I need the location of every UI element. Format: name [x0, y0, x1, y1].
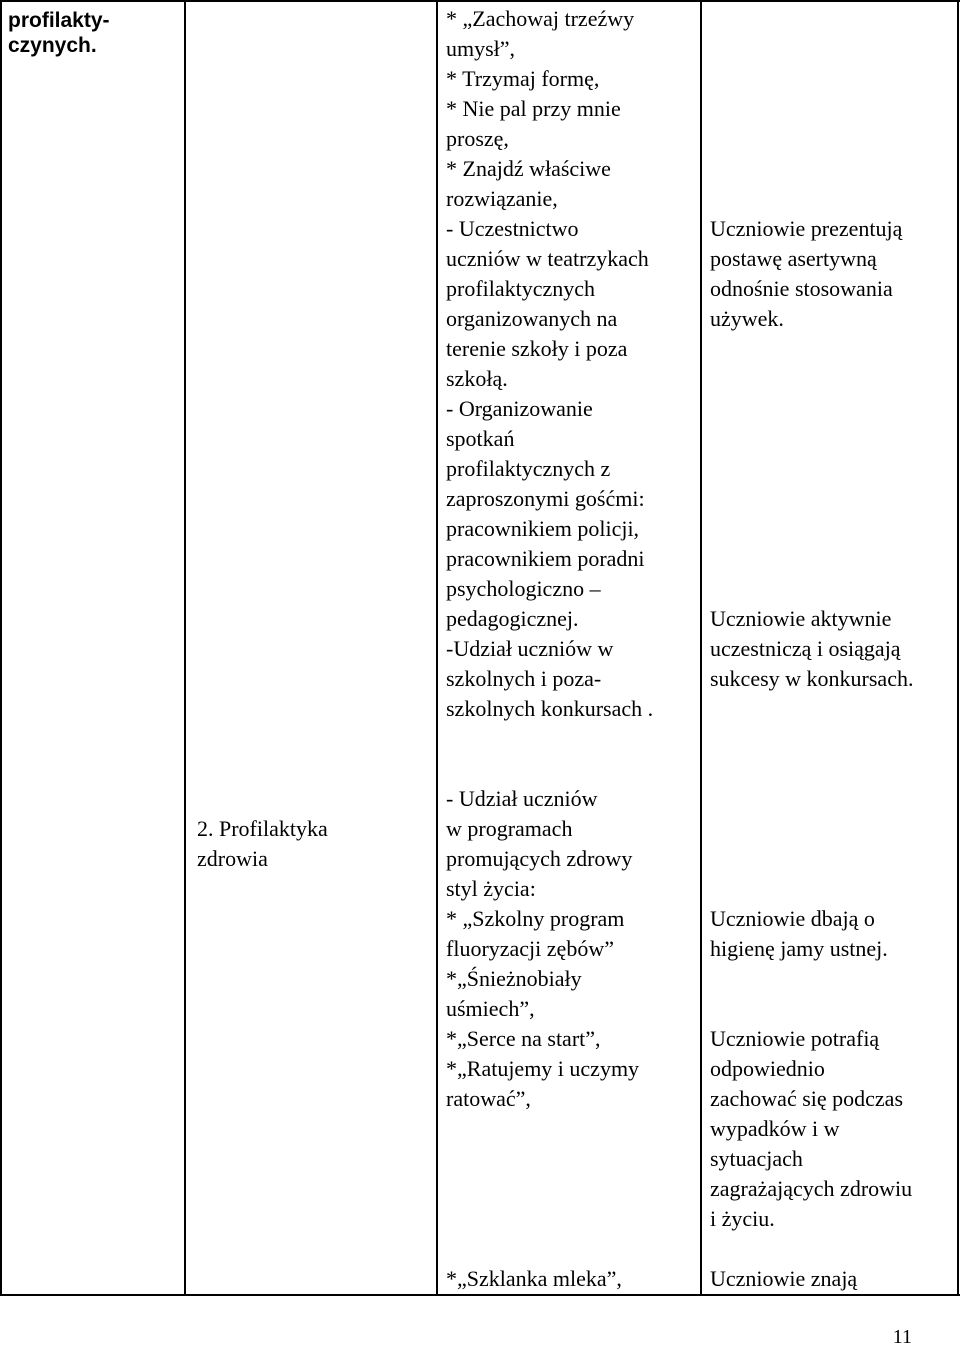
row1-outcome-cell-b: Uczniowie aktywnie uczestniczą i osiągają sukcesy w konkursach. — [710, 606, 914, 691]
table-bottom-border — [0, 1294, 960, 1296]
table-right-border — [957, 0, 959, 1296]
table-top-border — [0, 0, 960, 2]
row2-activities-cell-continued: *„Szklanka mleka”, — [446, 1266, 622, 1291]
row2-outcome-cell-a: Uczniowie dbają o higienę jamy ustnej. — [710, 906, 888, 961]
row1-category-cell: profilakty- czynych. — [8, 9, 110, 57]
row1-outcome-cell-a: Uczniowie prezentują postawę asertywną odnośnie stosowania używek. — [710, 216, 903, 331]
column-divider-1 — [184, 0, 186, 1296]
row2-activities-cell: - Udział uczniów w programach promujących zdrowy styl życia: * „Szkolny program fluoryzacji zębów” *„Śnieżnobiały uśmiech”, *„Serce na start”, *„Ratujemy i uczymy ratować”, — [446, 786, 640, 1111]
row2-topic-cell: 2. Profilaktyka zdrowia — [197, 816, 328, 871]
column-divider-3 — [700, 0, 702, 1296]
row1-activities-cell: * „Zachowaj trzeźwy umysł”, * Trzymaj formę, * Nie pal przy mnie proszę, * Znajdź właściwe rozwiązanie, - Uczestnictwo uczniów w teatrzykach profilaktycznych organizowanych na terenie szkoły i poza szkołą. - Organizowanie spotkań profilaktycznych z zaproszonymi gośćmi: pracownikiem policji, pracownikiem poradni psychologiczno – pedagogicznej. -Udział uczniów w szkolnych i poza- szkolnych konkursach . — [446, 6, 654, 721]
table-left-border — [0, 0, 2, 1296]
column-divider-2 — [436, 0, 438, 1296]
page-number: 11 — [892, 1326, 912, 1348]
row2-outcome-cell-c: Uczniowie znają — [710, 1266, 858, 1291]
row2-outcome-cell-b: Uczniowie potrafią odpowiednio zachować się podczas wypadków i w sytuacjach zagrażających zdrowiu i życiu. — [710, 1026, 913, 1231]
